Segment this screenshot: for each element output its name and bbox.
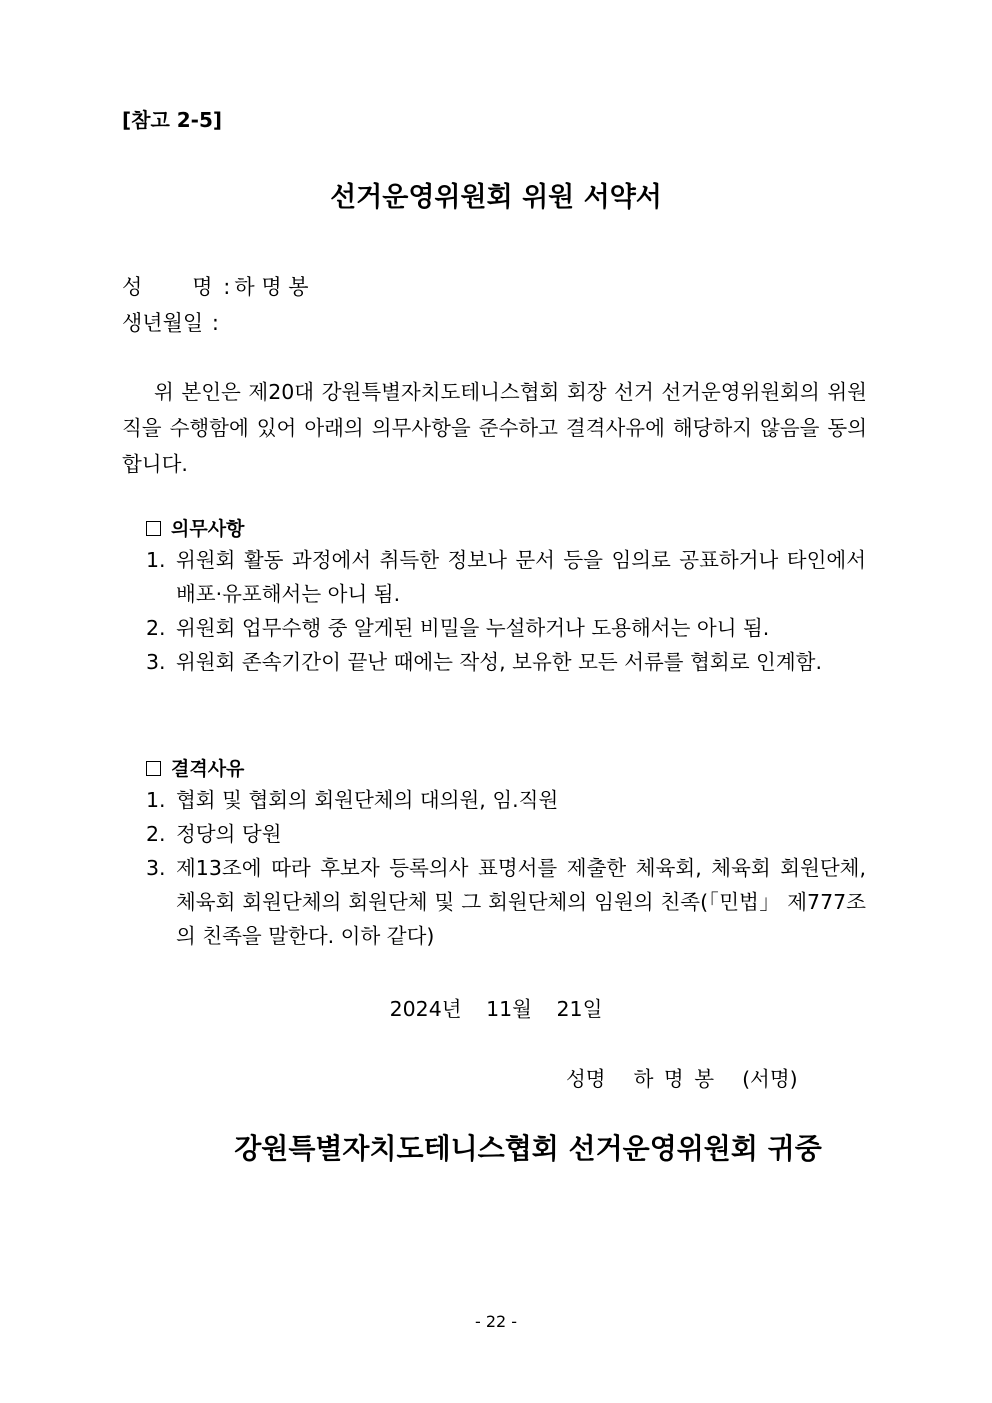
birthdate-separator: : [211, 311, 219, 335]
list-item-text: 정당의 당원 [176, 822, 282, 846]
duties-heading [146, 514, 244, 541]
name-label-first: 성 [122, 275, 143, 299]
list-item [146, 611, 866, 645]
list-item-number: 2. [146, 616, 166, 640]
list-item-number: 1. [146, 788, 166, 812]
signature-line [566, 1062, 798, 1092]
list-item-number: 2. [146, 822, 166, 846]
checkbox-square-icon [146, 761, 161, 776]
name-row [122, 271, 309, 301]
list-item-number: 3. [146, 856, 166, 880]
page-number: - 22 - [474, 1312, 518, 1331]
list-item [146, 851, 866, 953]
document-title: 선거운영위원회 위원 서약서 [330, 182, 662, 213]
list-item [146, 645, 866, 679]
birthdate-row [122, 307, 219, 337]
signature-label: 성명 [566, 1067, 606, 1091]
signature-note: (서명) [742, 1067, 798, 1091]
list-item-text: 위원회 업무수행 중 알게된 비밀을 누설하거나 도용해서는 아니 됨. [176, 616, 770, 640]
birthdate-label: 생년월일 [122, 311, 204, 335]
name-separator: : [223, 275, 231, 299]
reference-tag: [참고 2-5] [122, 108, 223, 132]
list-item-text: 위원회 활동 과정에서 취득한 정보나 문서 등을 임의로 공표하거나 타인에서 배포·유포해서는 아니 됨. [176, 548, 866, 606]
pledge-paragraph: 위 본인은 제20대 강원특별자치도테니스협회 회장 선거 선거운영위원회의 위원직을 수행함에 있어 아래의 의무사항을 준수하고 결격사유에 해당하지 않음을 동의합니다. [122, 380, 867, 476]
checkbox-square-icon [146, 521, 161, 536]
list-item-number: 1. [146, 548, 166, 572]
signature-name: 하 명 봉 [633, 1067, 715, 1091]
duties-heading-label: 의무사항 [171, 518, 245, 540]
name-label-last: 명 [192, 275, 213, 299]
recipient-line: 강원특별자치도테니스협회 선거운영위원회 귀중 [234, 1132, 822, 1165]
list-item [146, 783, 866, 817]
name-value: 하 명 봉 [234, 275, 309, 299]
list-item-number: 3. [146, 650, 166, 674]
list-item-text: 협회 및 협회의 회원단체의 대의원, 임.직원 [176, 788, 559, 812]
disqualifications-heading [146, 754, 244, 781]
list-item [146, 543, 866, 611]
list-item [146, 817, 866, 851]
list-item-text: 위원회 존속기간이 끝난 때에는 작성, 보유한 모든 서류를 협회로 인계함. [176, 650, 822, 674]
disqualifications-heading-label: 결격사유 [171, 758, 245, 780]
list-item-text: 제13조에 따라 후보자 등록의사 표명서를 제출한 체육회, 체육회 회원단체, 체육회 회원단체의 회원단체 및 그 회원단체의 임원의 친족(「민법」 제777조의 친족을 말한다. 이하 같다) [176, 856, 866, 948]
disqualifications-list [146, 783, 866, 953]
signing-date: 2024년 11월 21일 [389, 997, 603, 1021]
duties-list [146, 543, 866, 679]
